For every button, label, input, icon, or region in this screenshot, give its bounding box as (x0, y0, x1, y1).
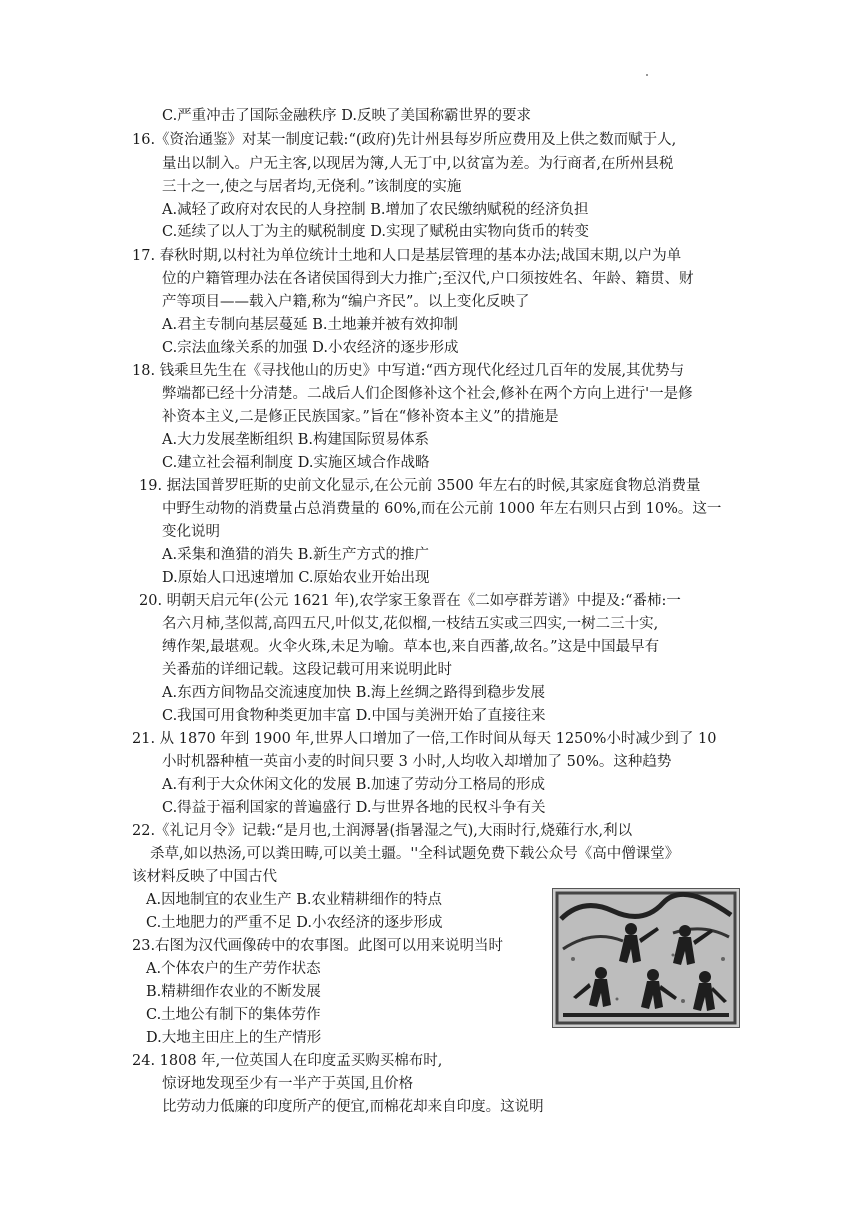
q23-option-d: D.大地主田庄上的生产情形 (146, 1030, 322, 1046)
q21-options-cd: C.得益于福利国家的普遍盛行 D.与世界各地的民权斗争有关 (162, 800, 546, 816)
q19-stem-line1: 19. 据法国普罗旺斯的史前文化显示,在公元前 3500 年左右的时候,其家庭食物总消费量 (139, 478, 701, 494)
q16-stem-line1: 16.《资治通鉴》对某一制度记载:“(政府)先计州县每岁所应费用及上供之数而赋于人, (132, 132, 677, 148)
q20-stem-line2: 名六月柿,茎似蒿,高四五尺,叶似艾,花似榴,一枝结五实或三四实,一树二三十实, (162, 616, 659, 632)
q23-option-a: A.个体农户的生产劳作状态 (146, 961, 321, 977)
q23-option-c: C.土地公有制下的集体劳作 (146, 1007, 321, 1023)
q17-stem-line3: 产等项目——载入户籍,称为“编户齐民”。以上变化反映了 (162, 294, 530, 310)
q22-stem-line2: 杀草,如以热汤,可以粪田畴,可以美土疆。''全科试题免费下载公众号《高中僧课堂》 (150, 846, 680, 862)
q19-stem-line3: 变化说明 (162, 524, 220, 540)
q16-options-cd: C.延续了以人丁为主的赋税制度 D.实现了赋税由实物向货币的转变 (162, 224, 590, 240)
q24-stem-line3: 比劳动力低廉的印度所产的便宜,而棉花却来自印度。这说明 (162, 1099, 544, 1115)
q19-stem-line2: 中野生动物的消费量占总消费量的 60%,而在公元前 1000 年左右则只占到 10%。这一 (162, 501, 722, 517)
q20-options-cd: C.我国可用食物种类更加丰富 D.中国与美洲开始了直接往来 (162, 708, 546, 724)
q18-options-cd: C.建立社会福利制度 D.实施区域合作战略 (162, 455, 430, 471)
q18-options-ab: A.大力发展垄断组织 B.构建国际贸易体系 (162, 432, 429, 448)
q16-stem-line3: 三十之一,使之与居者均,无侥利。”该制度的实施 (162, 179, 462, 195)
q22-stem-line1: 22.《礼记月令》记载:“是月也,土润溽暑(指暑湿之气),大雨时行,烧薙行水,利以 (132, 823, 633, 839)
q20-stem-line3: 缚作架,最堪观。火伞火珠,未足为喻。草本也,来自西蕃,故名。”这是中国最早有 (162, 639, 660, 655)
q18-stem-line2: 弊端都已经十分清楚。二战后人们企图修补这个社会,修补在两个方向上进行'一是修 (162, 386, 693, 402)
q19-options-ab: A.采集和渔猎的消失 B.新生产方式的推广 (162, 547, 429, 563)
q15-options-cd: C.严重冲击了国际金融秩序 D.反映了美国称霸世界的要求 (162, 108, 532, 124)
q17-stem-line2: 位的户籍管理办法在各诸侯国得到大力推广;至汉代,户口须按姓名、年龄、籍贯、财 (162, 271, 694, 287)
q24-stem-line1: 24. 1808 年,一位英国人在印度孟买购买棉布时, (132, 1053, 443, 1069)
q16-stem-line2: 量出以制入。户无主客,以现居为簿,人无丁中,以贫富为差。为行商者,在所州县税 (162, 156, 674, 172)
han-brick-farming-relief-icon (553, 889, 739, 1027)
q21-stem-line1: 21. 从 1870 年到 1900 年,世界人口增加了一倍,工作时间从每天 1250%小时减少到了 10 (132, 731, 717, 747)
q18-stem-line1: 18. 钱乘旦先生在《寻找他山的历史》中写道:“西方现代化经过几百年的发展,其优势与 (132, 363, 685, 379)
q17-options-ab: A.君主专制向基层蔓延 B.土地兼并被有效抑制 (162, 317, 458, 333)
q22-stem-line3: 该材料反映了中国古代 (132, 869, 277, 885)
q16-options-ab: A.减轻了政府对农民的人身控制 B.增加了农民缴纳赋税的经济负担 (162, 202, 589, 218)
q17-stem-line1: 17. 春秋时期,以村社为单位统计土地和人口是基层管理的基本办法;战国末期,以户为单 (132, 248, 682, 264)
q18-stem-line3: 补资本主义,二是修正民族国家。”旨在“修补资本主义”的措施是 (162, 409, 559, 425)
q20-options-ab: A.东西方间物品交流速度加快 B.海上丝绸之路得到稳步发展 (162, 685, 545, 701)
q22-options-cd: C.土地肥力的严重不足 D.小农经济的逐步形成 (146, 915, 443, 931)
q17-options-cd: C.宗法血缘关系的加强 D.小农经济的逐步形成 (162, 340, 459, 356)
q24-stem-line2: 惊讶地发现至少有一半产于英国,且价格 (162, 1076, 414, 1092)
scan-speck (646, 74, 648, 76)
q19-options-dc: D.原始人口迅速增加 C.原始农业开始出现 (162, 570, 430, 586)
q22-options-ab: A.因地制宜的农业生产 B.农业精耕细作的特点 (146, 892, 442, 908)
q21-options-ab: A.有利于大众休闲文化的发展 B.加速了劳动分工格局的形成 (162, 777, 545, 793)
q23-stem: 23.右图为汉代画像砖中的农事图。此图可以用来说明当时 (132, 938, 504, 954)
han-brick-farming-image (552, 888, 740, 1028)
q21-stem-line2: 小时机器种植一英亩小麦的时间只要 3 小时,人均收入却增加了 50%。这种趋势 (162, 754, 672, 770)
q20-stem-line4: 关番茄的详细记载。这段记载可用来说明此时 (162, 662, 452, 678)
q23-option-b: B.精耕细作农业的不断发展 (146, 984, 321, 1000)
q20-stem-line1: 20. 明朝天启元年(公元 1621 年),农学家王象晋在《二如亭群芳谱》中提及:“番柿:一 (139, 593, 681, 609)
